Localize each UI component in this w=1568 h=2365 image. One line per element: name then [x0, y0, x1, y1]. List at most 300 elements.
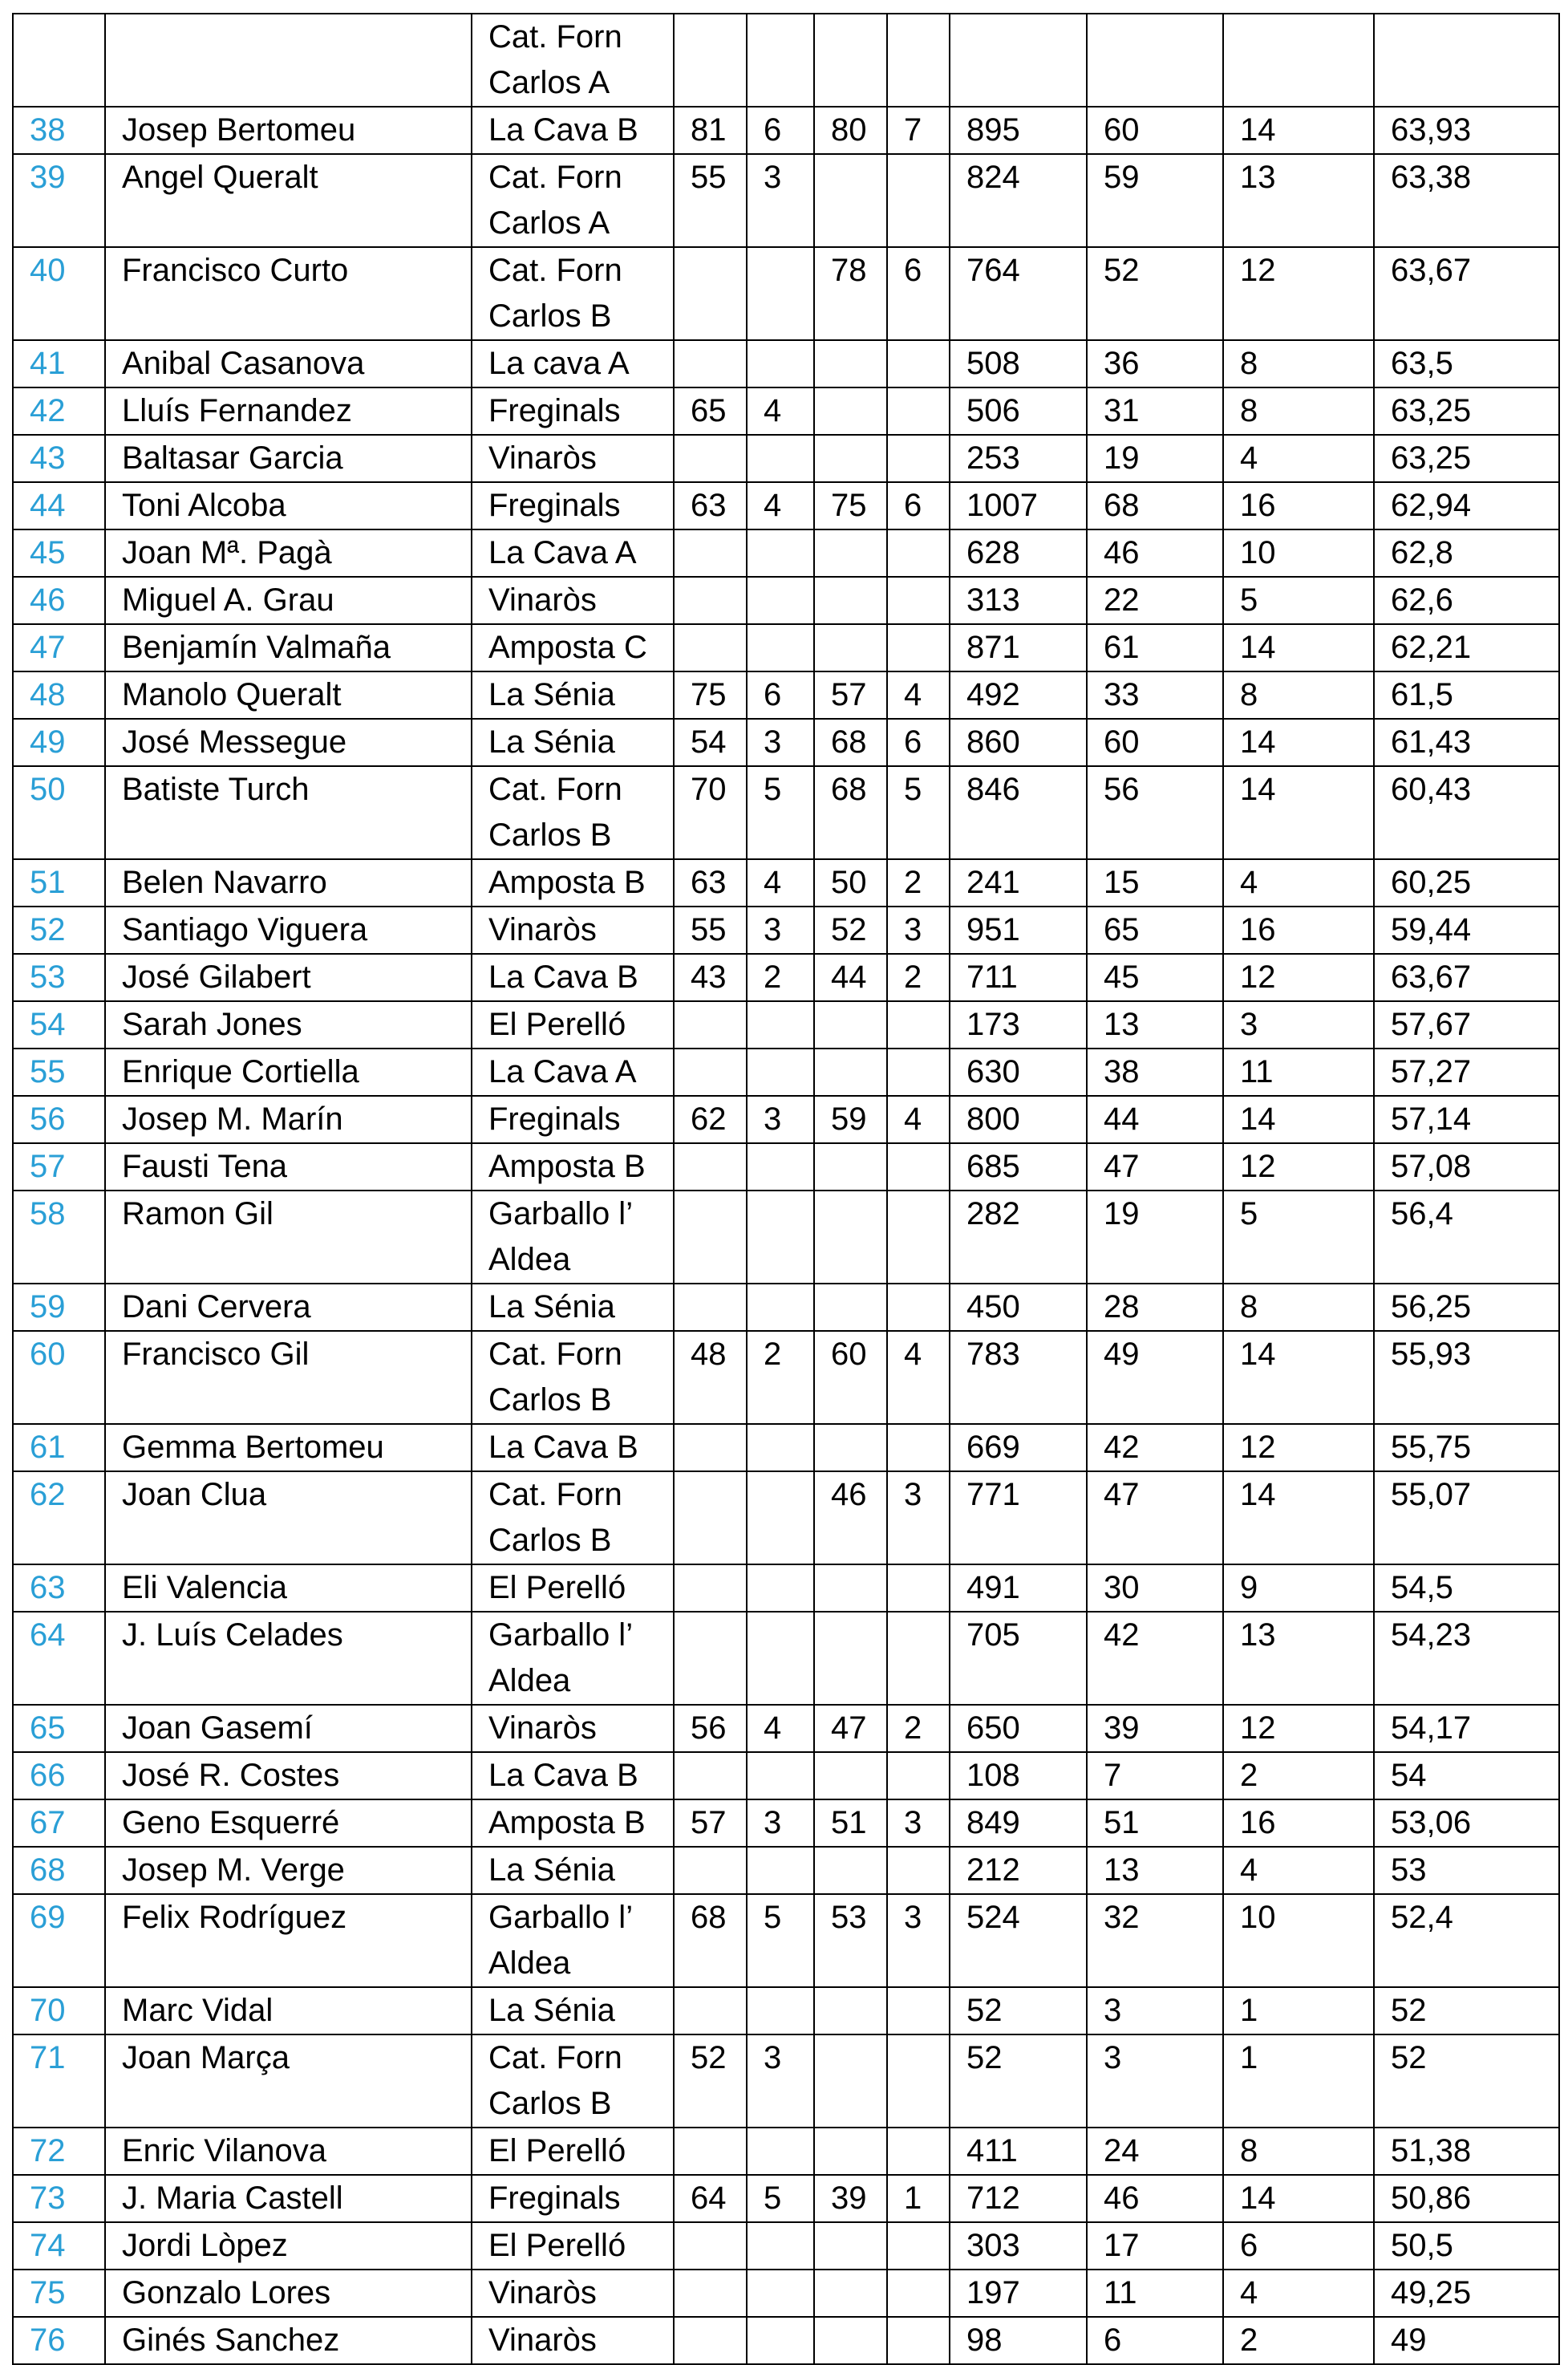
- matches-cell: 14: [1223, 107, 1374, 154]
- rank-number-cell: 43: [13, 435, 105, 482]
- club-line: Cat. Forn: [488, 1477, 622, 1512]
- player-name-cell: Dani Cervera: [105, 1284, 472, 1331]
- club-cell: [472, 2222, 674, 2270]
- player-name-cell: Josep M. Verge: [105, 1847, 472, 1894]
- rank-number-cell: 41: [13, 340, 105, 387]
- club-cell: [472, 1799, 674, 1847]
- score-a-points-cell: 63: [674, 859, 747, 907]
- club-cell: [472, 719, 674, 766]
- total-points-cell: 108: [950, 1752, 1087, 1799]
- player-name-cell: Manolo Queralt: [105, 671, 472, 719]
- score-a-points-cell: [674, 340, 747, 387]
- table-row: [13, 340, 1559, 387]
- total-games-cell: 39: [1087, 1705, 1223, 1752]
- total-points-cell: 303: [950, 2222, 1087, 2270]
- average-cell: 59,44: [1374, 907, 1559, 954]
- club-line: Amposta B: [488, 865, 646, 900]
- total-games-cell: 42: [1087, 1424, 1223, 1471]
- total-points-cell: 824: [950, 154, 1087, 247]
- score-b-points-cell: [814, 1001, 887, 1049]
- average-cell: 50,86: [1374, 2175, 1559, 2222]
- club-line: Carlos B: [488, 1523, 612, 1558]
- matches-cell: 14: [1223, 1331, 1374, 1424]
- score-a-games-cell: [747, 1424, 814, 1471]
- average-cell: 52: [1374, 2034, 1559, 2128]
- player-name-cell: Belen Navarro: [105, 859, 472, 907]
- score-b-points-cell: 51: [814, 1799, 887, 1847]
- table-row: [13, 1424, 1559, 1471]
- club-cell: [472, 1331, 674, 1424]
- score-b-games-cell: [887, 14, 950, 107]
- table-row: [13, 1001, 1559, 1049]
- matches-cell: [1223, 14, 1374, 107]
- score-a-games-cell: [747, 1987, 814, 2034]
- score-a-points-cell: 52: [674, 2034, 747, 2128]
- club-cell: [472, 1471, 674, 1564]
- club-cell: [472, 14, 674, 107]
- table-row: [13, 2034, 1559, 2128]
- total-points-cell: 764: [950, 247, 1087, 340]
- score-a-games-cell: [747, 1564, 814, 1612]
- club-line: Cat. Forn: [488, 253, 622, 288]
- club-line: Garballo l’: [488, 1196, 634, 1231]
- total-points-cell: 1007: [950, 482, 1087, 529]
- table-row: [13, 719, 1559, 766]
- score-a-points-cell: 62: [674, 1096, 747, 1143]
- score-a-games-cell: [747, 577, 814, 624]
- total-points-cell: 628: [950, 529, 1087, 577]
- score-a-points-cell: [674, 1612, 747, 1705]
- total-games-cell: 11: [1087, 2270, 1223, 2317]
- player-name-cell: Jordi Lòpez: [105, 2222, 472, 2270]
- rank-number-cell: 71: [13, 2034, 105, 2128]
- score-b-points-cell: [814, 1752, 887, 1799]
- average-cell: 63,25: [1374, 387, 1559, 435]
- matches-cell: 12: [1223, 954, 1374, 1001]
- table-row: [13, 435, 1559, 482]
- total-games-cell: 3: [1087, 2034, 1223, 2128]
- table-row: [13, 954, 1559, 1001]
- average-cell: 56,25: [1374, 1284, 1559, 1331]
- club-line: Vinaròs: [488, 440, 597, 476]
- matches-cell: 8: [1223, 1284, 1374, 1331]
- club-line: Freginals: [488, 488, 621, 523]
- rank-number-cell: 52: [13, 907, 105, 954]
- matches-cell: 5: [1223, 1191, 1374, 1284]
- score-b-points-cell: [814, 2270, 887, 2317]
- rank-number-cell: 73: [13, 2175, 105, 2222]
- table-row: [13, 671, 1559, 719]
- matches-cell: 4: [1223, 859, 1374, 907]
- score-a-games-cell: [747, 1471, 814, 1564]
- player-name-cell: Geno Esquerré: [105, 1799, 472, 1847]
- total-games-cell: 3: [1087, 1987, 1223, 2034]
- average-cell: 60,43: [1374, 766, 1559, 859]
- matches-cell: 11: [1223, 1049, 1374, 1096]
- score-a-games-cell: [747, 624, 814, 671]
- table-row: [13, 2222, 1559, 2270]
- score-a-points-cell: [674, 14, 747, 107]
- total-games-cell: 17: [1087, 2222, 1223, 2270]
- club-line: Cat. Forn: [488, 160, 622, 195]
- score-b-games-cell: 4: [887, 1096, 950, 1143]
- score-b-games-cell: [887, 1564, 950, 1612]
- matches-cell: 4: [1223, 1847, 1374, 1894]
- average-cell: 62,8: [1374, 529, 1559, 577]
- club-cell: [472, 1424, 674, 1471]
- total-games-cell: 33: [1087, 671, 1223, 719]
- club-line: El Perelló: [488, 1570, 626, 1605]
- rank-number-cell: 40: [13, 247, 105, 340]
- player-name-cell: Felix Rodríguez: [105, 1894, 472, 1987]
- average-cell: 63,5: [1374, 340, 1559, 387]
- score-a-games-cell: [747, 2270, 814, 2317]
- player-name-cell: Toni Alcoba: [105, 482, 472, 529]
- player-name-cell: J. Luís Celades: [105, 1612, 472, 1705]
- rank-number-cell: 44: [13, 482, 105, 529]
- table-row: [13, 1471, 1559, 1564]
- score-a-games-cell: 6: [747, 107, 814, 154]
- table-row: [13, 907, 1559, 954]
- score-b-points-cell: [814, 387, 887, 435]
- total-games-cell: 24: [1087, 2128, 1223, 2175]
- table-row: [13, 1284, 1559, 1331]
- table-row: [13, 387, 1559, 435]
- average-cell: 63,67: [1374, 247, 1559, 340]
- total-games-cell: 19: [1087, 435, 1223, 482]
- total-points-cell: 712: [950, 2175, 1087, 2222]
- average-cell: 63,38: [1374, 154, 1559, 247]
- total-games-cell: [1087, 14, 1223, 107]
- average-cell: 57,14: [1374, 1096, 1559, 1143]
- club-cell: [472, 107, 674, 154]
- score-a-games-cell: 2: [747, 1331, 814, 1424]
- score-a-points-cell: 70: [674, 766, 747, 859]
- average-cell: 61,5: [1374, 671, 1559, 719]
- table-row: [13, 1894, 1559, 1987]
- average-cell: 53,06: [1374, 1799, 1559, 1847]
- average-cell: 57,67: [1374, 1001, 1559, 1049]
- total-points-cell: 871: [950, 624, 1087, 671]
- total-games-cell: 68: [1087, 482, 1223, 529]
- matches-cell: 12: [1223, 1143, 1374, 1191]
- total-games-cell: 32: [1087, 1894, 1223, 1987]
- club-cell: [472, 1191, 674, 1284]
- total-games-cell: 38: [1087, 1049, 1223, 1096]
- score-b-points-cell: [814, 340, 887, 387]
- total-points-cell: 685: [950, 1143, 1087, 1191]
- score-a-games-cell: [747, 1049, 814, 1096]
- club-cell: [472, 859, 674, 907]
- score-a-games-cell: 4: [747, 1705, 814, 1752]
- club-line: Cat. Forn: [488, 772, 622, 807]
- average-cell: 62,21: [1374, 624, 1559, 671]
- total-points-cell: 771: [950, 1471, 1087, 1564]
- score-b-points-cell: 68: [814, 766, 887, 859]
- matches-cell: 14: [1223, 1471, 1374, 1564]
- score-b-games-cell: [887, 2270, 950, 2317]
- score-b-games-cell: [887, 1424, 950, 1471]
- score-a-games-cell: 3: [747, 1799, 814, 1847]
- club-cell: [472, 1705, 674, 1752]
- table-row: [13, 2270, 1559, 2317]
- club-cell: [472, 2317, 674, 2364]
- score-b-games-cell: [887, 577, 950, 624]
- score-b-games-cell: [887, 1143, 950, 1191]
- score-b-games-cell: 3: [887, 907, 950, 954]
- average-cell: 55,75: [1374, 1424, 1559, 1471]
- ranking-table-body: [13, 14, 1559, 2364]
- matches-cell: 1: [1223, 2034, 1374, 2128]
- total-points-cell: 282: [950, 1191, 1087, 1284]
- rank-number-cell: 54: [13, 1001, 105, 1049]
- club-line: La Sénia: [488, 1289, 615, 1324]
- average-cell: 51,38: [1374, 2128, 1559, 2175]
- player-name-cell: Joan Marça: [105, 2034, 472, 2128]
- matches-cell: 9: [1223, 1564, 1374, 1612]
- score-b-points-cell: [814, 435, 887, 482]
- score-a-points-cell: [674, 2317, 747, 2364]
- total-points-cell: 650: [950, 1705, 1087, 1752]
- club-line: El Perelló: [488, 2133, 626, 2168]
- score-b-games-cell: [887, 340, 950, 387]
- total-points-cell: 800: [950, 1096, 1087, 1143]
- matches-cell: 3: [1223, 1001, 1374, 1049]
- score-a-points-cell: 55: [674, 907, 747, 954]
- rank-number-cell: 53: [13, 954, 105, 1001]
- rank-number-cell: 58: [13, 1191, 105, 1284]
- score-b-points-cell: [814, 1143, 887, 1191]
- player-name-cell: Ginés Sanchez: [105, 2317, 472, 2364]
- average-cell: 55,93: [1374, 1331, 1559, 1424]
- rank-number-cell: 51: [13, 859, 105, 907]
- matches-cell: 1: [1223, 1987, 1374, 2034]
- total-games-cell: 60: [1087, 719, 1223, 766]
- rank-number-cell: 46: [13, 577, 105, 624]
- score-b-points-cell: [814, 2128, 887, 2175]
- average-cell: [1374, 14, 1559, 107]
- club-line: La Sénia: [488, 677, 615, 712]
- table-row: [13, 482, 1559, 529]
- score-a-games-cell: [747, 1001, 814, 1049]
- total-games-cell: 44: [1087, 1096, 1223, 1143]
- rank-number-cell: 74: [13, 2222, 105, 2270]
- rank-number-cell: [13, 14, 105, 107]
- table-row: [13, 577, 1559, 624]
- score-a-points-cell: [674, 1143, 747, 1191]
- table-row: [13, 1752, 1559, 1799]
- total-points-cell: 849: [950, 1799, 1087, 1847]
- average-cell: 63,25: [1374, 435, 1559, 482]
- club-line: Aldea: [488, 1945, 571, 1981]
- table-row: [13, 1847, 1559, 1894]
- table-row: [13, 1096, 1559, 1143]
- player-name-cell: Gonzalo Lores: [105, 2270, 472, 2317]
- score-a-games-cell: [747, 435, 814, 482]
- rank-number-cell: 56: [13, 1096, 105, 1143]
- score-a-points-cell: 75: [674, 671, 747, 719]
- rank-number-cell: 66: [13, 1752, 105, 1799]
- matches-cell: 14: [1223, 1096, 1374, 1143]
- total-points-cell: 783: [950, 1331, 1087, 1424]
- score-a-points-cell: [674, 624, 747, 671]
- score-b-points-cell: [814, 1424, 887, 1471]
- score-b-points-cell: 57: [814, 671, 887, 719]
- club-line: La Sénia: [488, 724, 615, 760]
- player-name-cell: Baltasar Garcia: [105, 435, 472, 482]
- score-b-points-cell: 47: [814, 1705, 887, 1752]
- table-row: [13, 1331, 1559, 1424]
- score-b-games-cell: [887, 1612, 950, 1705]
- average-cell: 55,07: [1374, 1471, 1559, 1564]
- average-cell: 57,08: [1374, 1143, 1559, 1191]
- score-b-points-cell: [814, 154, 887, 247]
- total-points-cell: 630: [950, 1049, 1087, 1096]
- player-name-cell: Joan Gasemí: [105, 1705, 472, 1752]
- score-a-points-cell: 55: [674, 154, 747, 247]
- club-cell: [472, 1096, 674, 1143]
- total-games-cell: 13: [1087, 1847, 1223, 1894]
- score-b-points-cell: [814, 1564, 887, 1612]
- player-name-cell: J. Maria Castell: [105, 2175, 472, 2222]
- player-name-cell: Benjamín Valmaña: [105, 624, 472, 671]
- player-name-cell: Santiago Viguera: [105, 907, 472, 954]
- player-name-cell: José R. Costes: [105, 1752, 472, 1799]
- player-name-cell: José Messegue: [105, 719, 472, 766]
- matches-cell: 14: [1223, 719, 1374, 766]
- club-line: Vinaròs: [488, 1710, 597, 1746]
- table-row: [13, 1799, 1559, 1847]
- club-line: Cat. Forn: [488, 2040, 622, 2075]
- score-b-points-cell: [814, 2034, 887, 2128]
- player-name-cell: Joan Mª. Pagà: [105, 529, 472, 577]
- total-points-cell: 173: [950, 1001, 1087, 1049]
- matches-cell: 8: [1223, 2128, 1374, 2175]
- matches-cell: 16: [1223, 907, 1374, 954]
- score-a-points-cell: [674, 1191, 747, 1284]
- club-cell: [472, 435, 674, 482]
- total-points-cell: 669: [950, 1424, 1087, 1471]
- club-line: La Cava B: [488, 959, 638, 995]
- total-games-cell: 13: [1087, 1001, 1223, 1049]
- total-games-cell: 19: [1087, 1191, 1223, 1284]
- total-points-cell: 411: [950, 2128, 1087, 2175]
- score-b-games-cell: 3: [887, 1894, 950, 1987]
- club-cell: [472, 766, 674, 859]
- total-games-cell: 47: [1087, 1143, 1223, 1191]
- club-cell: [472, 1987, 674, 2034]
- score-a-points-cell: 63: [674, 482, 747, 529]
- player-name-cell: Joan Clua: [105, 1471, 472, 1564]
- score-b-games-cell: [887, 154, 950, 247]
- club-line: Cat. Forn: [488, 1337, 622, 1372]
- club-cell: [472, 340, 674, 387]
- score-a-games-cell: 6: [747, 671, 814, 719]
- rank-number-cell: 59: [13, 1284, 105, 1331]
- score-a-games-cell: [747, 1191, 814, 1284]
- score-b-games-cell: 6: [887, 482, 950, 529]
- score-b-games-cell: [887, 435, 950, 482]
- average-cell: 56,4: [1374, 1191, 1559, 1284]
- total-points-cell: 951: [950, 907, 1087, 954]
- score-b-games-cell: [887, 387, 950, 435]
- average-cell: 52: [1374, 1987, 1559, 2034]
- score-a-games-cell: 5: [747, 2175, 814, 2222]
- total-points-cell: 197: [950, 2270, 1087, 2317]
- rank-number-cell: 68: [13, 1847, 105, 1894]
- player-name-cell: Lluís Fernandez: [105, 387, 472, 435]
- score-a-games-cell: 3: [747, 154, 814, 247]
- rank-number-cell: 69: [13, 1894, 105, 1987]
- club-cell: [472, 2034, 674, 2128]
- total-points-cell: 52: [950, 1987, 1087, 2034]
- score-b-points-cell: [814, 529, 887, 577]
- score-a-points-cell: [674, 435, 747, 482]
- total-points-cell: 450: [950, 1284, 1087, 1331]
- club-line: Amposta B: [488, 1149, 646, 1184]
- average-cell: 53: [1374, 1847, 1559, 1894]
- total-games-cell: 46: [1087, 529, 1223, 577]
- score-a-games-cell: 3: [747, 1096, 814, 1143]
- score-a-points-cell: [674, 1049, 747, 1096]
- score-a-points-cell: 65: [674, 387, 747, 435]
- club-line: Aldea: [488, 1663, 571, 1698]
- club-line: Amposta C: [488, 630, 647, 665]
- score-a-points-cell: 56: [674, 1705, 747, 1752]
- rank-number-cell: 65: [13, 1705, 105, 1752]
- rank-number-cell: 72: [13, 2128, 105, 2175]
- total-points-cell: 524: [950, 1894, 1087, 1987]
- club-line: Carlos A: [488, 205, 610, 241]
- total-points-cell: 895: [950, 107, 1087, 154]
- score-b-games-cell: [887, 1847, 950, 1894]
- score-a-games-cell: [747, 247, 814, 340]
- club-cell: [472, 954, 674, 1001]
- score-b-points-cell: [814, 577, 887, 624]
- score-a-games-cell: [747, 1847, 814, 1894]
- total-games-cell: 56: [1087, 766, 1223, 859]
- score-a-games-cell: [747, 1752, 814, 1799]
- score-b-games-cell: [887, 1752, 950, 1799]
- score-b-games-cell: [887, 1987, 950, 2034]
- total-points-cell: 860: [950, 719, 1087, 766]
- score-b-points-cell: 80: [814, 107, 887, 154]
- score-b-points-cell: [814, 2222, 887, 2270]
- score-b-points-cell: 50: [814, 859, 887, 907]
- average-cell: 52,4: [1374, 1894, 1559, 1987]
- club-line: Vinaròs: [488, 2322, 597, 2358]
- total-points-cell: 492: [950, 671, 1087, 719]
- score-b-games-cell: [887, 624, 950, 671]
- rank-number-cell: 70: [13, 1987, 105, 2034]
- average-cell: 63,67: [1374, 954, 1559, 1001]
- score-a-points-cell: 81: [674, 107, 747, 154]
- player-name-cell: Enric Vilanova: [105, 2128, 472, 2175]
- club-line: Carlos B: [488, 2086, 612, 2121]
- score-a-games-cell: 4: [747, 387, 814, 435]
- total-points-cell: 491: [950, 1564, 1087, 1612]
- score-a-points-cell: 43: [674, 954, 747, 1001]
- average-cell: 49: [1374, 2317, 1559, 2364]
- club-cell: [472, 1894, 674, 1987]
- table-row: [13, 859, 1559, 907]
- score-a-games-cell: 5: [747, 1894, 814, 1987]
- club-line: Freginals: [488, 1101, 621, 1137]
- club-cell: [472, 624, 674, 671]
- score-b-points-cell: 78: [814, 247, 887, 340]
- score-b-games-cell: [887, 529, 950, 577]
- matches-cell: 2: [1223, 2317, 1374, 2364]
